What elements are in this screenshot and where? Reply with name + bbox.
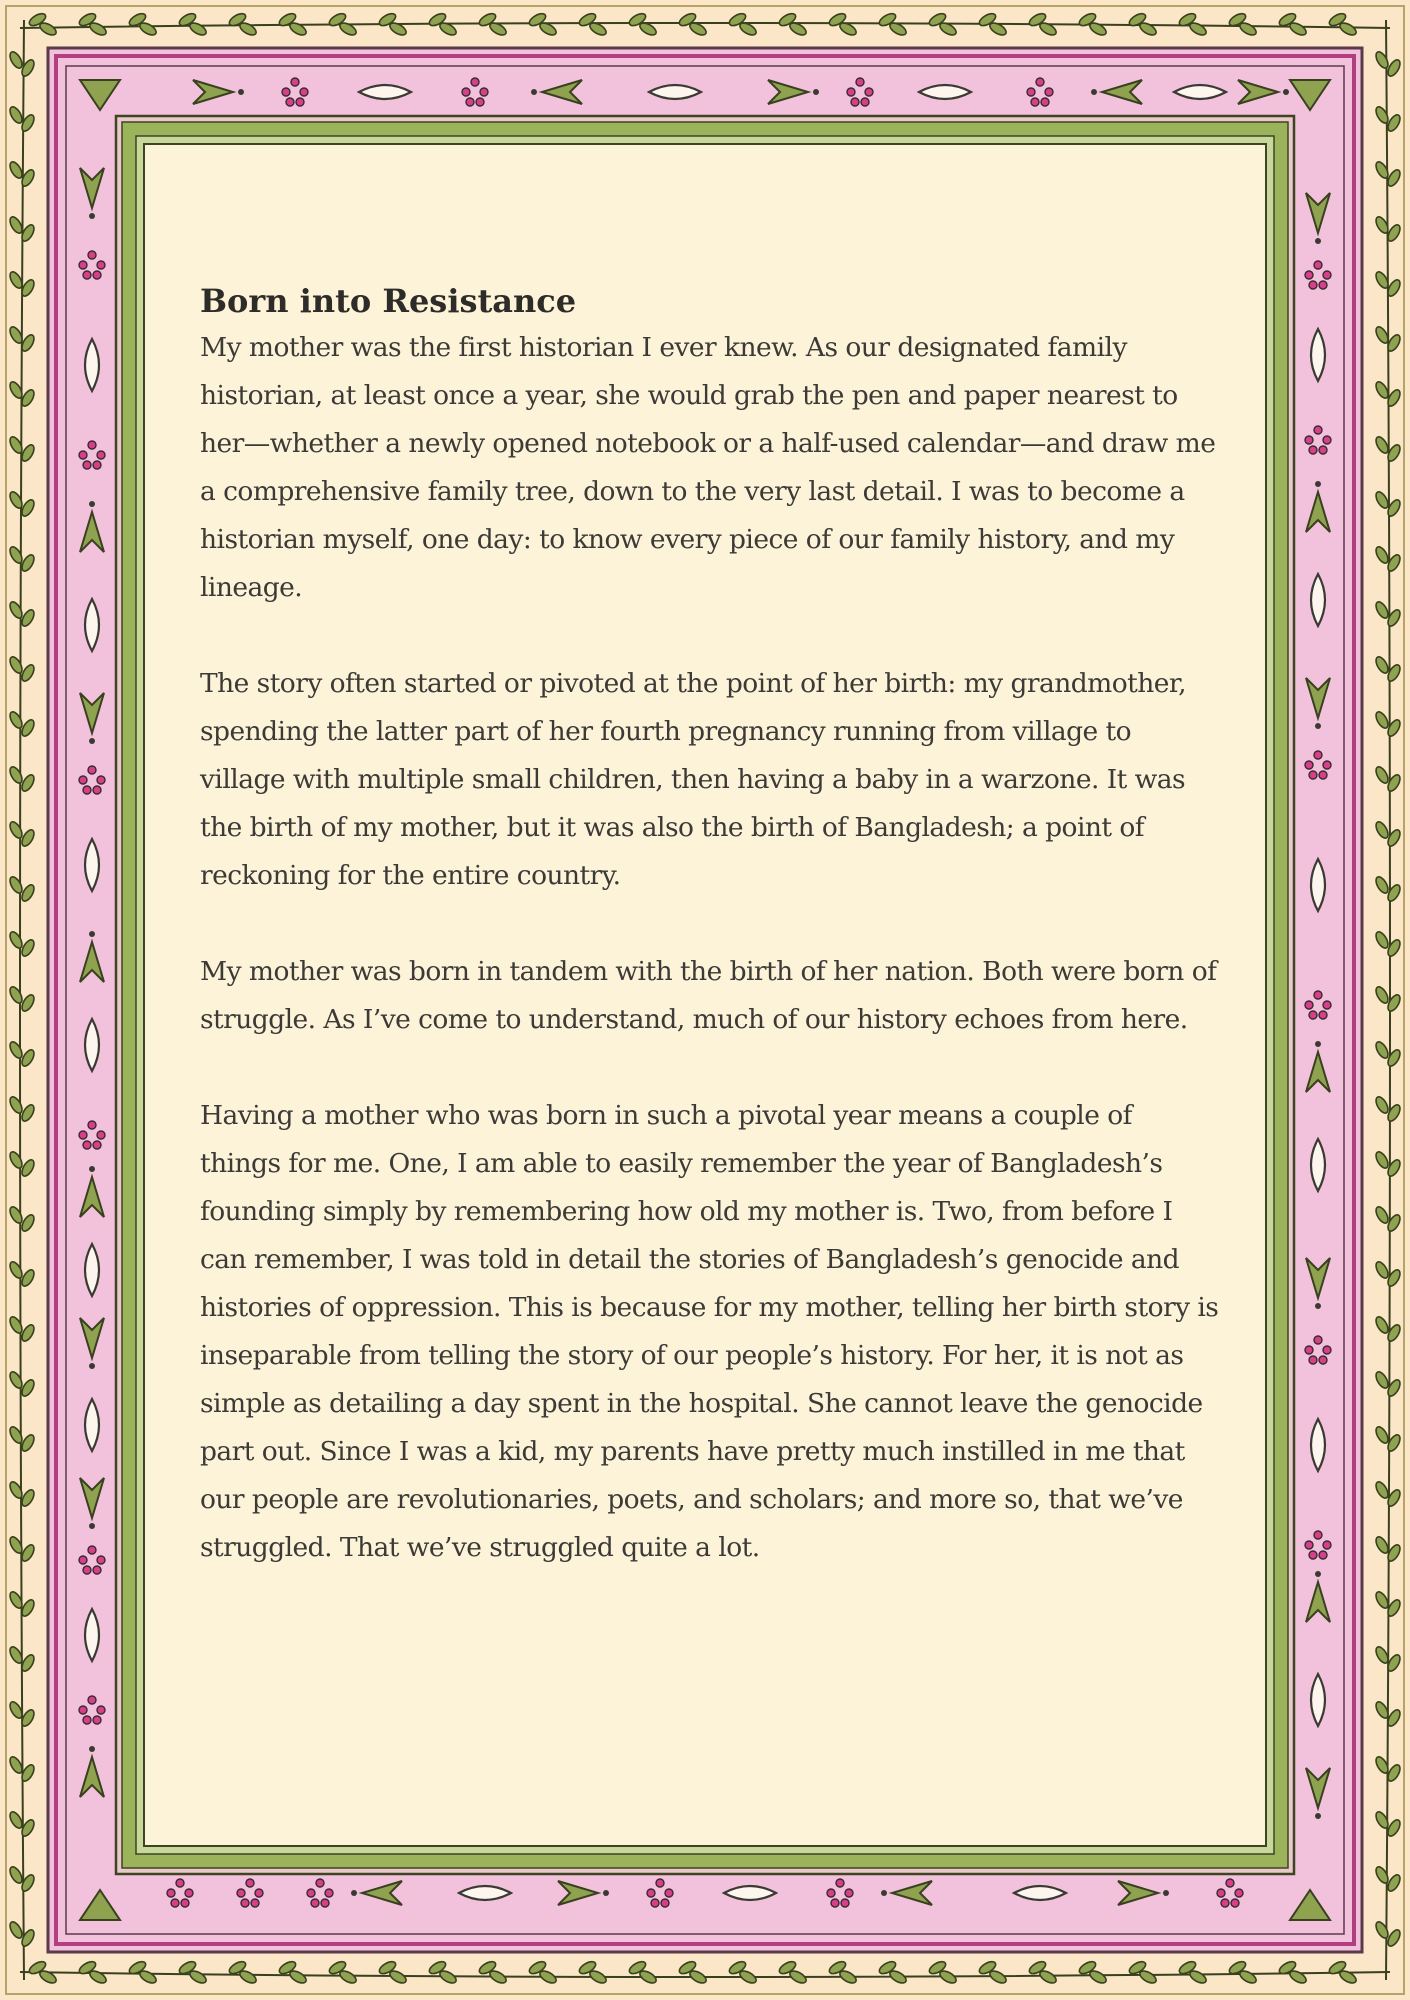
paragraph-2: The story often started or pivoted at the point of her birth: my grandmother, spending the latter part of her fourth pregnancy running from village to village with multiple small children, then having a baby in a warzone. It was the birth of my mother, but it was also the birth of Bangladesh; a point of reckoning for the entire country. — [200, 668, 1186, 891]
article — [200, 282, 1220, 1620]
paragraph-1: My mother was the first historian I ever knew. As our designated family historian, at least once a year, she would grab the pen and paper nearest to her—whether a newly opened notebook or a half-used calendar—and draw me a comprehensive family tree, down to the very last detail. I was to become a historian myself, one day: to know every piece of our family history, and my lineage. — [200, 332, 1216, 603]
article-title: Born into Resistance — [200, 282, 577, 320]
paragraph-4: Having a mother who was born in such a pivotal year means a couple of things for me. One, I am able to easily remember the year of Bangladesh’s founding simply by remembering how old my mother is. Two, from before I can remember, I was told in detail the stories of Bangladesh’s genocide and histories of oppression. This is because for my mother, telling her birth story is inseparable from telling the story of our people’s history. For her, it is not as simple as detailing a day spent in the hospital. She cannot leave the genocide part out. Since I was a kid, my parents have pretty much instilled in me that our people are revolutionaries, poets, and scholars; and more so, that we’ve struggled. That we’ve struggled quite a lot. — [200, 1100, 1219, 1563]
paragraph-3: My mother was born in tandem with the birth of her nation. Both were born of struggle. As I’ve come to understand, much of our history echoes from here. — [200, 956, 1217, 1035]
